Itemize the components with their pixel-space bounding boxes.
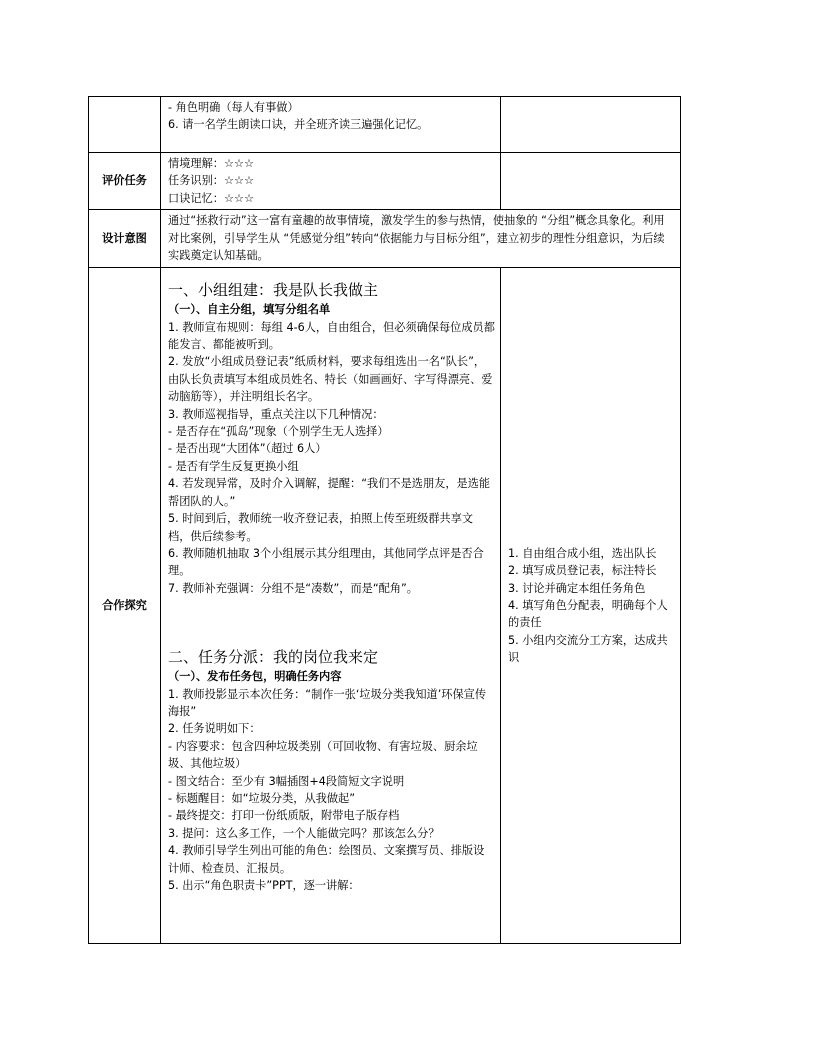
content-line: 2. 任务说明如下： [168,722,261,736]
row-design [89,210,681,268]
content-line: 2. 发放“小组成员登记表”纸质材料，要求每组选出一名“队长”，由队长负责填写本组成员姓名、特长（如画画好、字写得漂亮、爱动脑筋等），并注明组长名字。 [168,355,493,404]
row-continuation-content [161,97,501,153]
student-activity-item: 2. 填写成员登记表，标注特长 [508,564,657,578]
content-line: 6. 请一名学生朗读口诀，并全班齐读三遍强化记忆。 [168,118,429,132]
content-line: - 最终提交：打印一份纸质版，附带电子版存档 [168,809,400,823]
content-line: 3. 教师巡视指导，重点关注以下几种情况： [168,407,384,421]
section2-title: 二、任务分派：我的岗位我来定 [168,648,379,667]
evaluation-label: 评价任务 [89,153,161,210]
evaluation-item: 口诀记忆：☆☆☆ [168,191,255,205]
content-line: - 是否有学生反复更换小组 [168,459,299,473]
row-cooperation [89,268,681,944]
content-line: - 内容要求：包含四种垃圾类别（可回收物、有害垃圾、厨余垃圾、其他垃圾） [168,739,478,771]
content-line: - 角色明确（每人有事做） [168,101,299,114]
student-activity-item: 3. 讨论并确定本组任务角色 [508,581,646,595]
content-line: 4. 若发现异常，及时介入调解，提醒：“我们不是选朋友，是选能帮团队的人。” [168,477,491,508]
content-line: - 图文结合：至少有 3幅插图+4段简短文字说明 [168,774,405,788]
content-line: 4. 教师引导学生列出可能的角色：绘图员、文案撰写员、排版设计师、检查员、汇报员。 [168,844,485,875]
student-activities [501,268,681,944]
content-line: 3. 提问：这么多工作，一个人能做完吗？那该怎么分？ [168,826,440,840]
evaluation-content [161,153,501,210]
design-text: 通过“拯救行动”这一富有童趣的故事情境，激发学生的参与热情，使抽象的 “分组”概念具象化。利用对比案例，引导学生从 “凭感觉分组”转向“依据能力与目标分组”，建立初步的理性分组意识，为后续实践奠定认知基础。 [168,214,665,263]
row-continuation [89,97,681,153]
lesson-plan-table [88,96,681,944]
design-content [161,210,681,268]
content-line: - 标题醒目：如“垃圾分类，从我做起” [168,791,355,805]
content-line: 5. 出示“角色职责卡”PPT，逐一讲解： [168,879,360,892]
content-line: - 是否出现“大团体”（超过 6人） [168,442,327,456]
section2-subtitle: （一）、发布任务包，明确任务内容 [168,670,342,684]
student-activity-item: 4. 填写角色分配表，明确每个人的责任 [508,599,668,630]
evaluation-right [501,153,681,210]
student-activity-item: 1. 自由组合成小组，选出队长 [508,546,657,560]
row-continuation-right [501,97,681,153]
evaluation-item: 情境理解：☆☆☆ [168,157,255,170]
teacher-activities [161,268,501,944]
content-line: - 是否存在“孤岛”现象（个别学生无人选择） [168,425,389,439]
design-label: 设计意图 [89,210,161,268]
evaluation-item: 任务识别：☆☆☆ [168,174,255,188]
content-line: 7. 教师补充强调：分组不是“凑数”，而是“配角”。 [168,581,418,595]
student-activity-item: 5. 小组内交流分工方案，达成共识 [508,633,668,665]
section1-title: 一、小组组建：我是队长我做主 [168,281,379,300]
content-line: 5. 时间到后，教师统一收齐登记表，拍照上传至班级群共享文档，供后续参考。 [168,512,474,543]
content-line: 1. 教师宣布规则：每组 4-6人，自由组合，但必须确保每位成员都能发言、都能被听到。 [168,320,495,352]
row-evaluation [89,153,681,210]
section1-subtitle: （一）、自主分组，填写分组名单 [168,303,331,317]
cooperation-label: 合作探究 [89,268,161,944]
content-line: 1. 教师投影显示本次任务：“制作一张‘垃圾分类我知道’环保宣传海报” [168,687,487,718]
section-spacer [168,597,495,637]
content-line: 6. 教师随机抽取 3个小组展示其分组理由，其他同学点评是否合理。 [168,546,484,578]
row-continuation-label [89,97,161,153]
